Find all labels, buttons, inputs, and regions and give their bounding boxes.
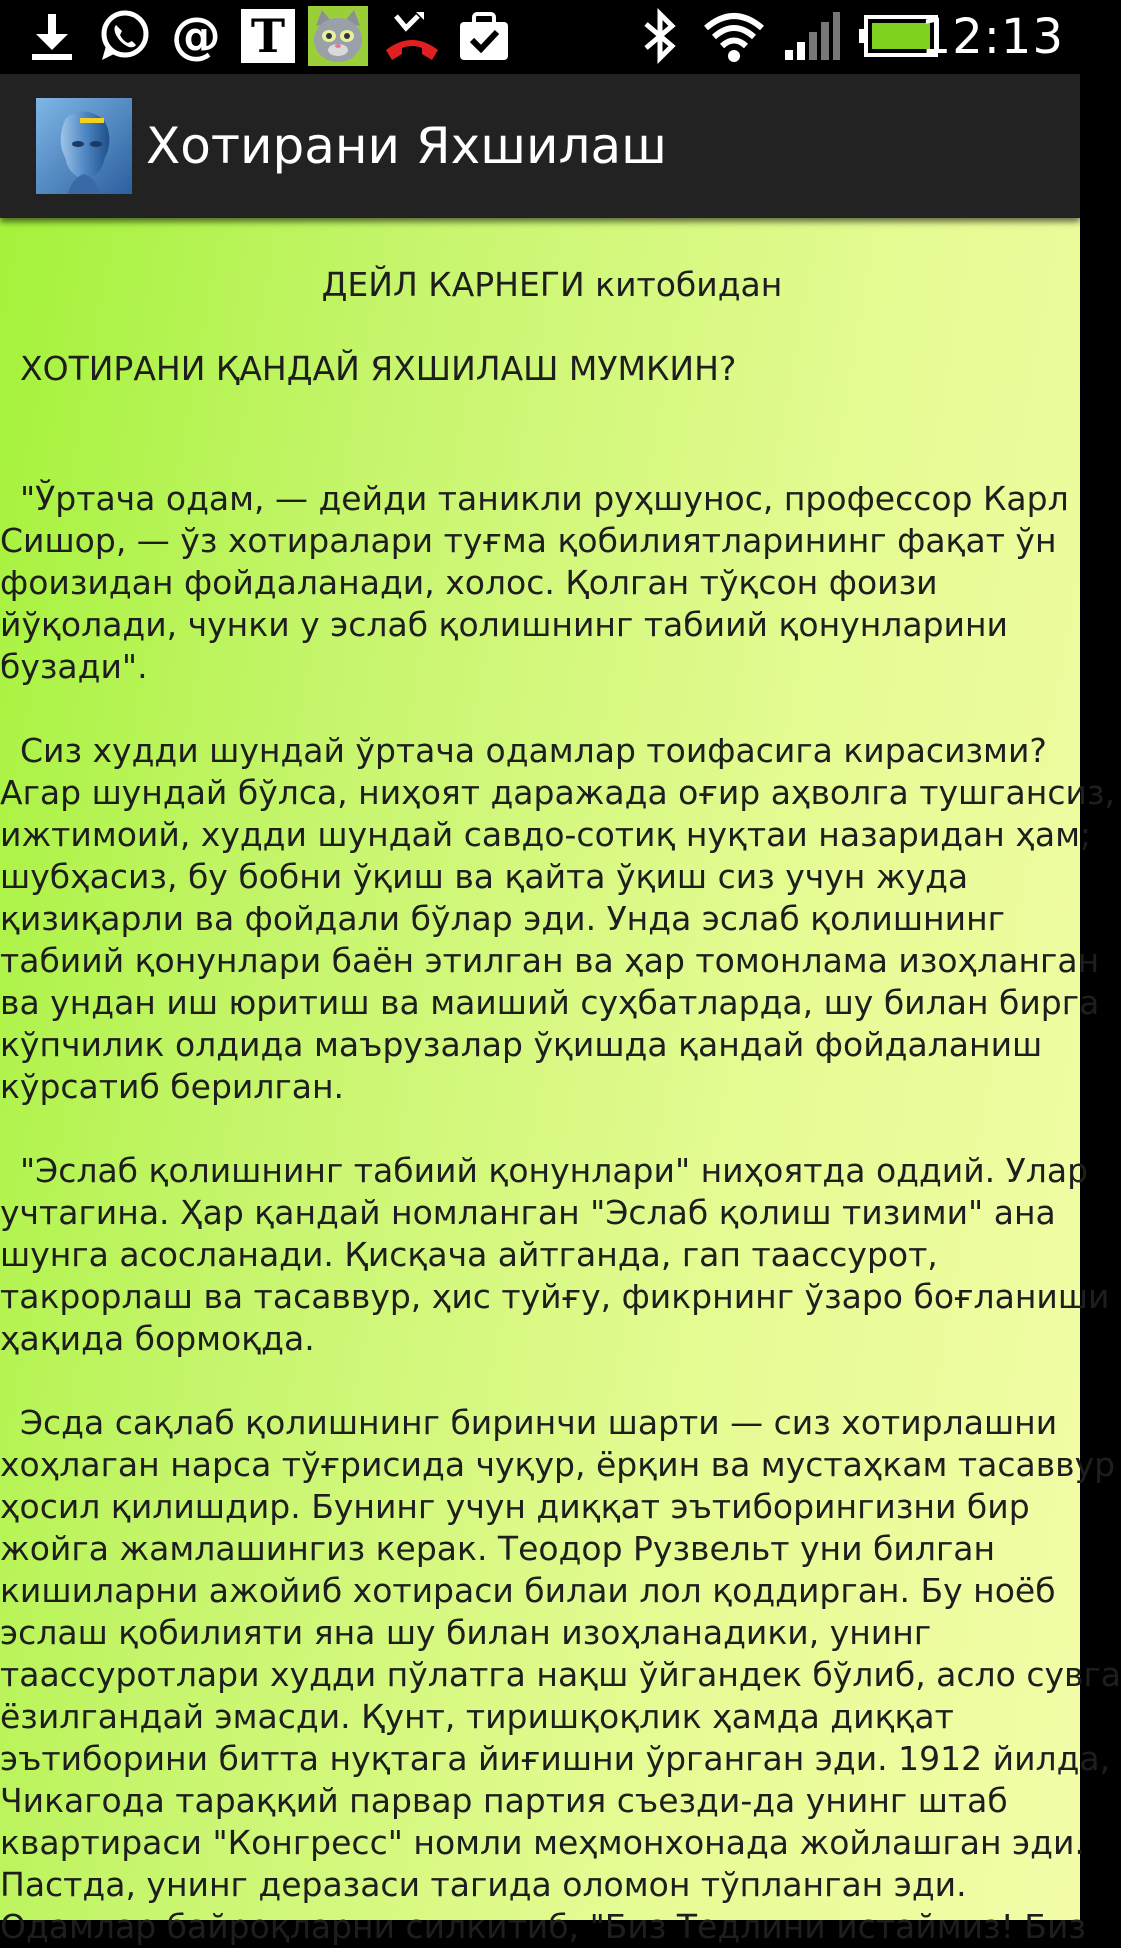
paragraph-line: таассуротлари худди пўлатга нақш ўйгандек бўлиб, асло сувга <box>0 1655 1121 1694</box>
paragraph-line: Эсда сақлаб қолишнинг биринчи шарти — сиз хотирлашни <box>20 1403 1058 1442</box>
paragraph-line: Агар шундай бўлса, ниҳоят даражада оғир аҳволга тушгансиз, <box>0 773 1115 812</box>
wifi-icon <box>706 8 762 64</box>
paragraph-line: шунга асосланади. Қисқача айтганда, гап таассурот, <box>0 1235 938 1274</box>
paragraph-line: эслаш қобилияти яна шу билан изоҳланадики, унинг <box>0 1613 932 1652</box>
paragraph-line: Пастда, унинг деразаси тагида оломон тўпланган эди. <box>0 1865 967 1904</box>
paragraph-line: ва ундан иш юритиш ва маиший суҳбатларда, шу билан бирга <box>0 983 1100 1022</box>
paragraph-line: эътиборини битта нуқтага йиғишни ўрганган эди. 1912 йилда, <box>0 1739 1111 1778</box>
article-scroll-view[interactable] <box>0 218 1121 1946</box>
paragraph-line: учтагина. Ҳар қандай номланган "Эслаб қолиш тизими" ана <box>0 1193 1056 1232</box>
paragraph-line: фоизидан фойдаланади, холос. Қолган тўқсон фоизи <box>0 563 938 602</box>
paragraph-line: квартираси "Конгресс" номли меҳмонхонада жойлашган эди. <box>0 1823 1085 1862</box>
paragraph-line: Сиз худди шундай ўртача одамлар тоифасига кирасизми? <box>20 731 1047 770</box>
clipboard-check-icon <box>456 8 512 64</box>
paragraph-line: кишиларни ажойиб хотираси билаи лол қоддирган. Бу ноёб <box>0 1571 1056 1610</box>
t-app-icon <box>240 8 296 64</box>
article-subtitle: ДЕЙЛ КАРНЕГИ китобидан <box>321 265 783 304</box>
at-sign-icon <box>168 8 224 64</box>
paragraph-line: кўрсатиб берилган. <box>0 1067 345 1106</box>
at-sign-text: @ <box>171 7 221 65</box>
talking-tom-icon <box>310 8 366 64</box>
paragraph-line: кўпчилик олдида маърузалар ўқишда қандай фойдаланиш <box>0 1025 1043 1064</box>
app-head-icon[interactable] <box>36 98 132 194</box>
paragraph-line: ҳақида бормоқда. <box>0 1319 315 1358</box>
paragraph-line: Сишор, — ўз хотиралари туғма қобилиятларининг фақат ўн <box>0 521 1057 560</box>
paragraph-line: табиий қонунлари баён этилган ва ҳар томонлама изоҳланган <box>0 941 1100 980</box>
article-paragraph-2 <box>0 730 1115 1108</box>
status-bar <box>0 0 1080 74</box>
paragraph-line: Одамлар байроқларни силкитиб, "Биз Тедлини истаймиз! Биз <box>0 1907 1086 1946</box>
paragraph-line: ижтимоий, худди шундай савдо-сотиқ нуқтаи назаридан ҳам; <box>0 815 1092 854</box>
paragraph-line: жойга жамлашингиз керак. Теодор Рузвельт уни билган <box>0 1529 996 1568</box>
status-time: 12:13 <box>920 9 1064 65</box>
bluetooth-icon <box>632 8 688 64</box>
whatsapp-icon <box>96 8 152 64</box>
article-heading: ХОТИРАНИ ҚАНДАЙ ЯХШИЛАШ МУМКИН? <box>20 349 737 388</box>
paragraph-line: "Ўртача одам, — дейди таникли руҳшунос, профессор Карл <box>20 479 1069 518</box>
paragraph-line: йўқолади, чунки у эслаб қолишнинг табиий қонунларини <box>0 605 1008 644</box>
paragraph-line: ҳосил қилишдир. Бунинг учун диққат эътиборингизни бир <box>0 1487 1030 1526</box>
article-paragraph-4 <box>0 1402 1121 1948</box>
action-bar <box>0 74 1080 218</box>
paragraph-line: "Эслаб қолишнинг табиий қонунлари" ниҳоятда оддий. Улар <box>20 1151 1089 1190</box>
app-title: Хотирани Яхшилаш <box>146 117 667 175</box>
t-app-letter: T <box>250 9 286 63</box>
paragraph-line: такрорлаш ва тасаввур, ҳис туйғу, фикрнинг ўзаро боғланиши <box>0 1277 1110 1316</box>
paragraph-line: бузади". <box>0 647 148 686</box>
missed-call-icon <box>384 8 440 64</box>
paragraph-line: ёзилгандай эмасди. Қунт, тиришқоқлик ҳамда диққат <box>0 1697 954 1736</box>
article-paragraph-3 <box>0 1150 1110 1360</box>
signal-icon <box>784 8 840 64</box>
paragraph-line: қизиқарли ва фойдали бўлар эди. Унда эслаб қолишнинг <box>0 899 1005 938</box>
paragraph-line: шубҳасиз, бу бобни ўқиш ва қайта ўқиш сиз учун жуда <box>0 857 969 896</box>
download-icon <box>24 8 80 64</box>
paragraph-line: Чикагода тараққий парвар партия съезди-да унинг штаб <box>0 1781 1008 1820</box>
paragraph-line: хоҳлаган нарса тўғрисида чуқур, ёрқин ва мустаҳкам тасаввур <box>0 1445 1116 1484</box>
article-paragraph-1 <box>0 478 1080 688</box>
